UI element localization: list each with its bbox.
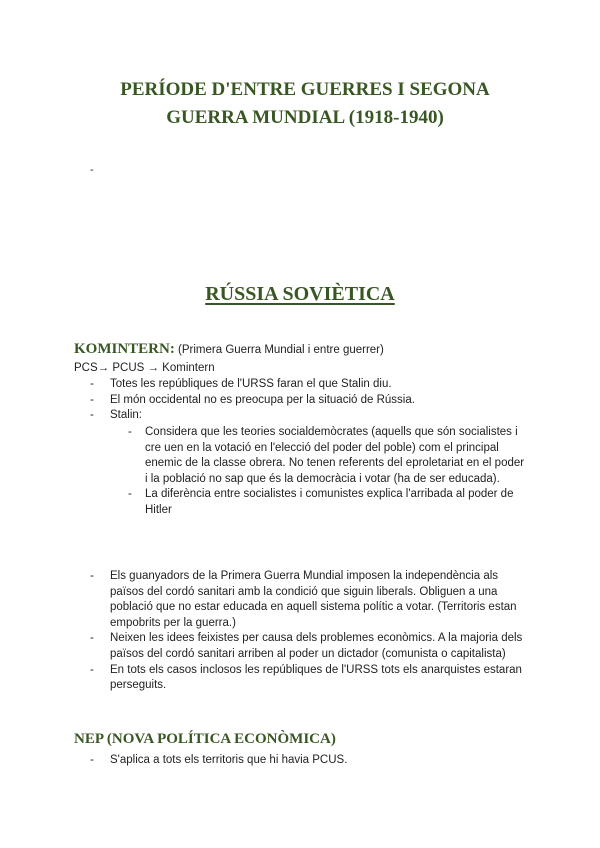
list-item: - El món occidental no es preocupa per la situació de Rússia.	[90, 393, 535, 409]
list-item: - S'aplica a tots els territoris que hi havia PCUS.	[90, 753, 535, 769]
list-item: - Considera que les teories socialdemòcrates (aquells que són socialistes i cre uen en la votació en l'elecció del poder del poble) com el principal enemic de la classe obrera. No tenen referents del eproletariat en el poder i la població no sap que és la democràcia i votar (ha de ser educada).	[128, 425, 528, 487]
document-title	[60, 76, 550, 132]
party-chain: PCS→ PCUS → Komintern	[74, 362, 215, 374]
komintern-note: (Primera Guerra Mundial i entre guerrer)	[178, 344, 384, 356]
title-line-1: PERÍODE D'ENTRE GUERRES I SEGONA	[120, 79, 490, 100]
stalin-sublist	[128, 425, 528, 519]
list-item: - En tots els casos inclosos les repúbliques de l'URSS tots els anarquistes estaran perseguits.	[90, 663, 535, 694]
list-item: - Els guanyadors de la Primera Guerra Mundial imposen la independència als països del cordó sanitari amb la condició que siguin liberals. Obliguen a una població que no estar educada en aquell sistema polític a votar. (Territoris estan empobrits per la guerra.)	[90, 569, 535, 631]
postwar-list	[90, 569, 535, 694]
list-item: - La diferència entre socialistes i comunistes explica l'arribada al poder de Hitler	[128, 487, 528, 518]
section-heading-russia: RÚSSIA SOVIÈTICA	[205, 283, 395, 305]
list-item: - Stalin:	[90, 408, 535, 424]
nep-heading: NEP (NOVA POLÍTICA ECONÒMICA)	[74, 731, 336, 747]
list-item: - Totes les repúbliques de l'URSS faran el que Stalin diu.	[90, 377, 535, 393]
empty-bullet: -	[90, 164, 94, 176]
komintern-list	[90, 377, 535, 424]
list-item: - Neixen les idees feixistes per causa dels problemes econòmics. A la majoria dels països del cordó sanitari arriben al poder un dictador (comunista o capitalista)	[90, 631, 535, 662]
nep-list	[90, 753, 535, 769]
komintern-heading: KOMINTERN:	[74, 341, 175, 357]
komintern-heading-line	[74, 340, 384, 359]
title-line-2: GUERRA MUNDIAL (1918-1940)	[166, 107, 444, 128]
